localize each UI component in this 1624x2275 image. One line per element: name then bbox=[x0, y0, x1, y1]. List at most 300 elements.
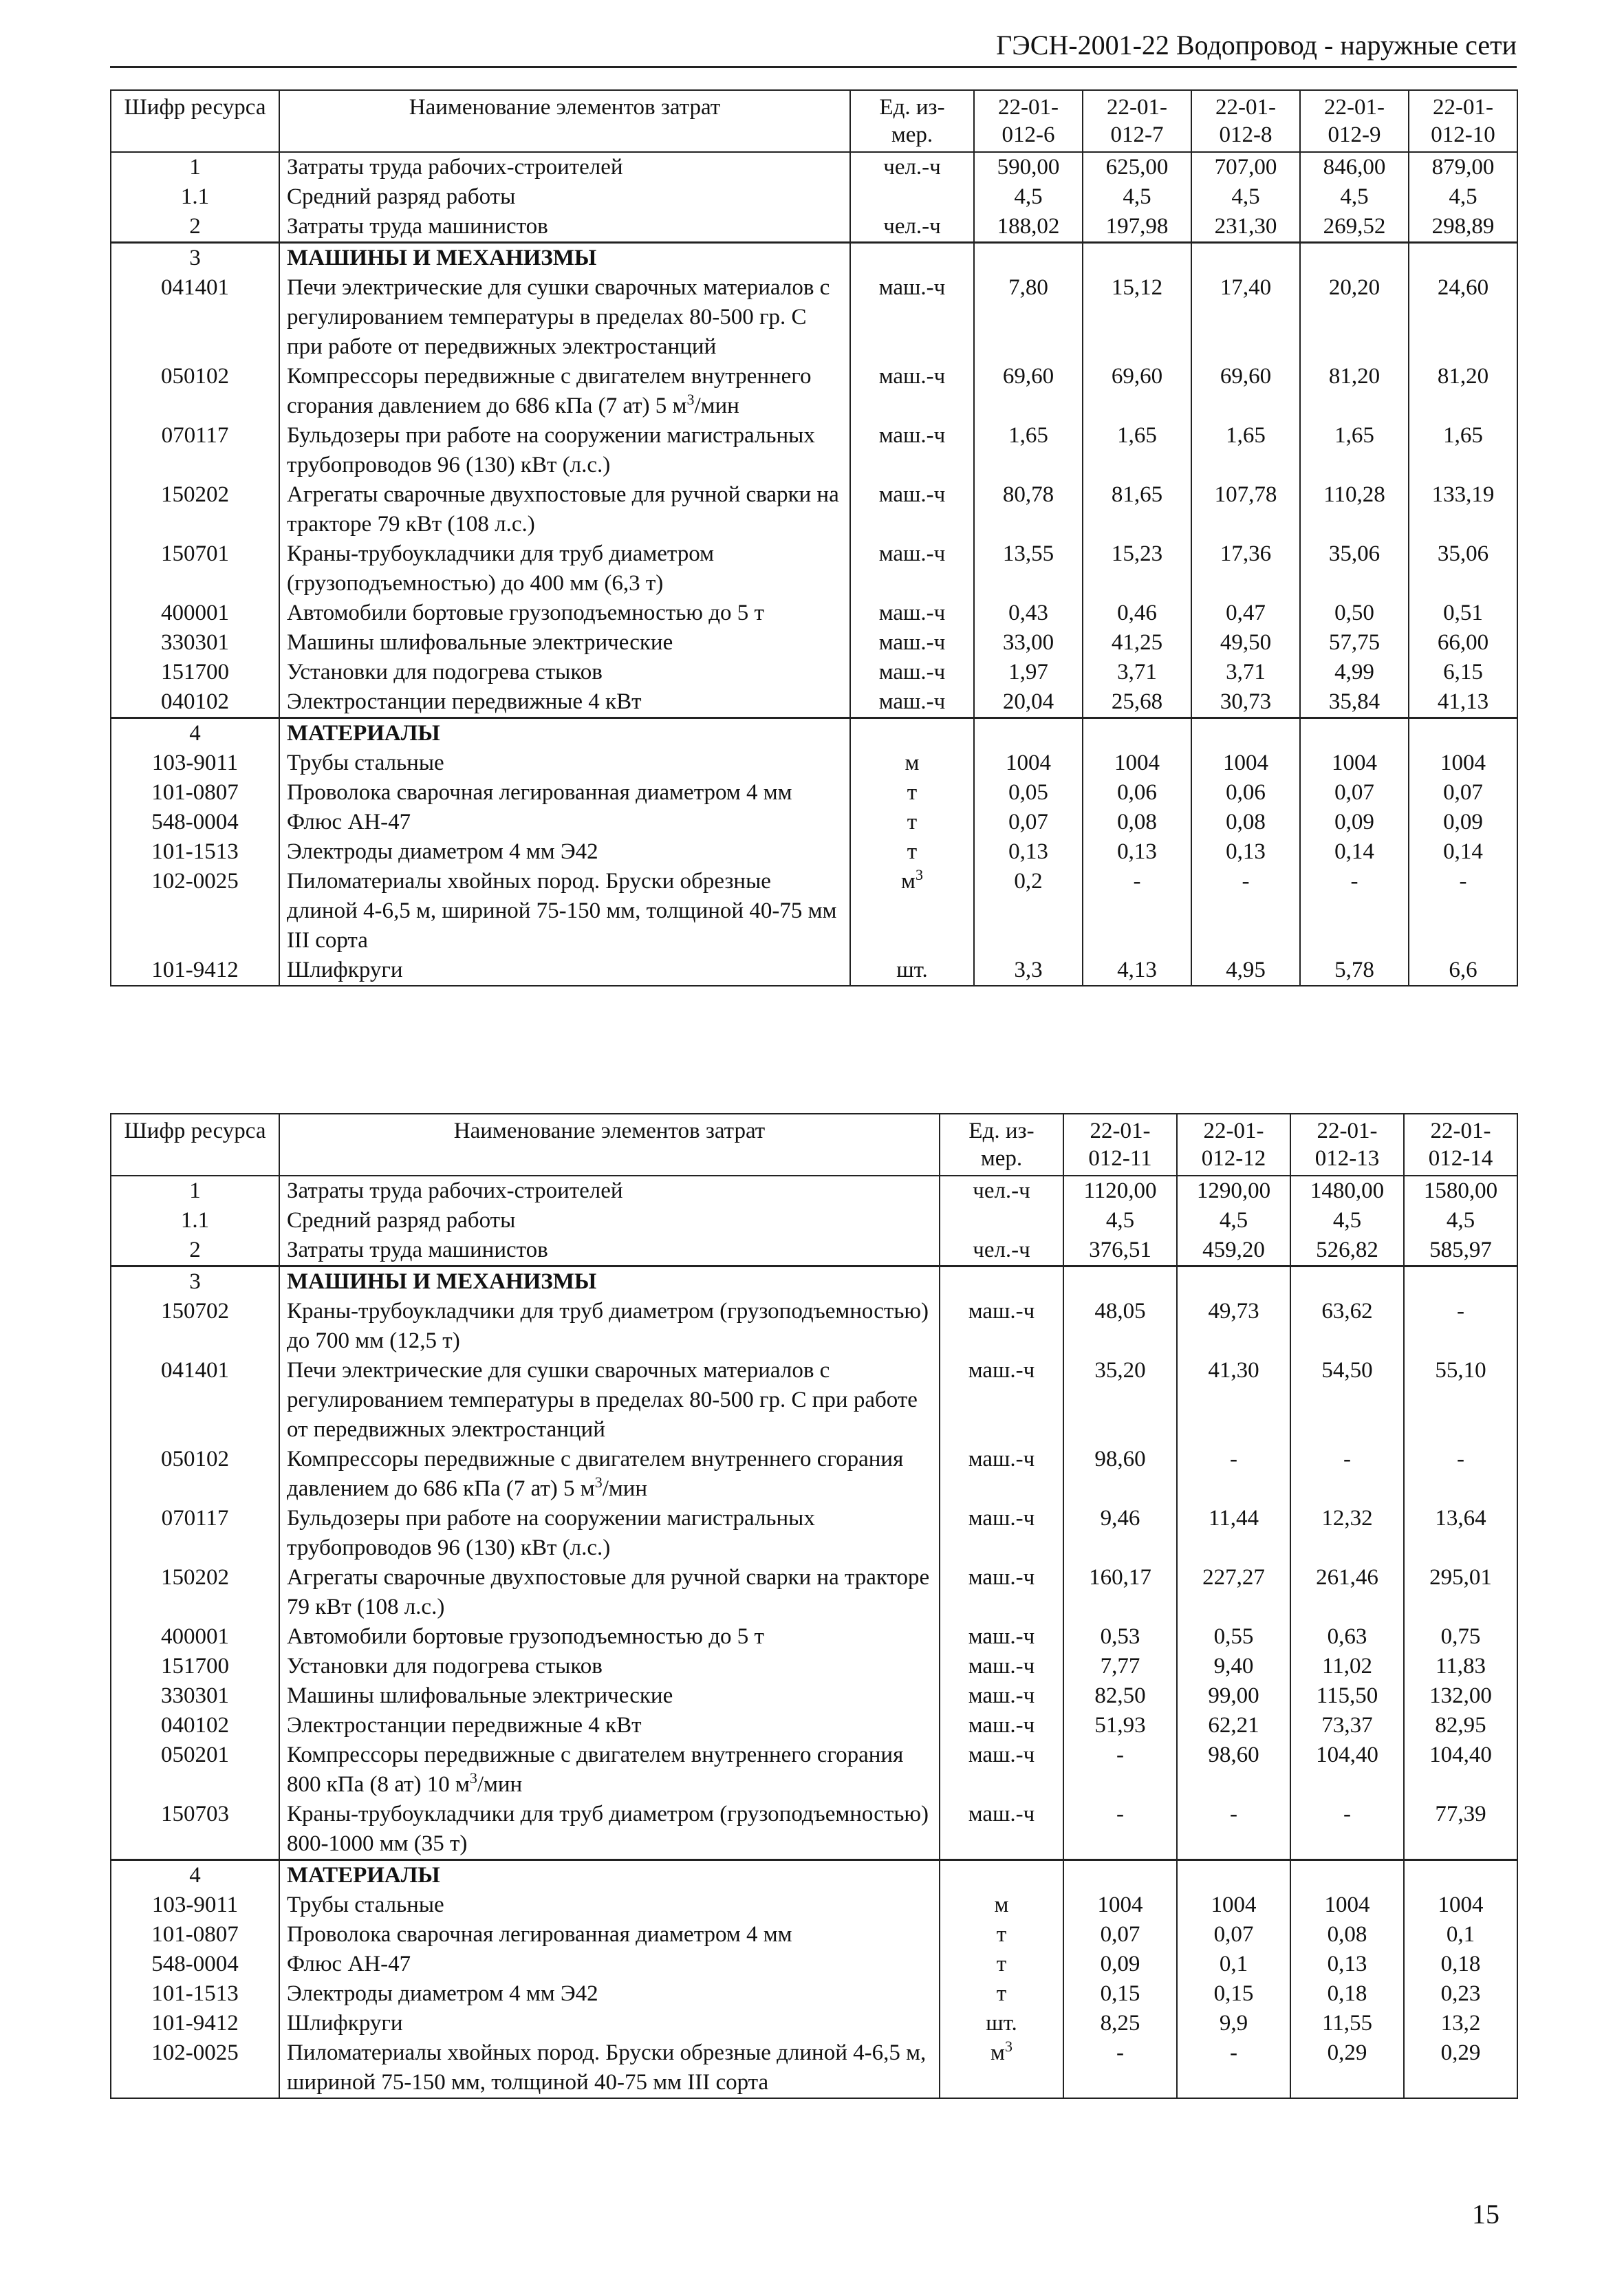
resource-code: 1.1 bbox=[111, 1206, 279, 1236]
value-cell: - bbox=[1409, 867, 1517, 956]
value-cell bbox=[1191, 243, 1300, 274]
col-header-name: Наименование элементов затрат bbox=[279, 90, 850, 152]
value-cell: 0,63 bbox=[1290, 1622, 1404, 1652]
unit-cell: маш.-ч bbox=[940, 1445, 1063, 1504]
value-cell: 24,60 bbox=[1409, 273, 1517, 362]
value-cell: 1480,00 bbox=[1290, 1176, 1404, 1206]
value-cell: 15,12 bbox=[1083, 273, 1191, 362]
cost-element-name: Электростанции передвижные 4 кВт bbox=[279, 687, 850, 718]
table-row bbox=[111, 599, 1517, 628]
value-cell: 35,20 bbox=[1063, 1356, 1177, 1445]
cost-element-name: Затраты труда машинистов bbox=[279, 212, 850, 243]
value-cell: 82,50 bbox=[1063, 1681, 1177, 1711]
value-cell: 0,55 bbox=[1177, 1622, 1290, 1652]
value-cell: 82,95 bbox=[1404, 1711, 1517, 1740]
col-header-norm: 22-01- 012-8 bbox=[1191, 90, 1300, 152]
value-cell: 1,65 bbox=[1191, 421, 1300, 480]
value-cell: 41,25 bbox=[1083, 628, 1191, 658]
resource-code: 101-1513 bbox=[111, 837, 279, 867]
value-cell: 13,64 bbox=[1404, 1504, 1517, 1563]
resource-code: 150702 bbox=[111, 1297, 279, 1356]
value-cell: 20,20 bbox=[1300, 273, 1409, 362]
value-cell: 269,52 bbox=[1300, 212, 1409, 243]
value-cell: 107,78 bbox=[1191, 480, 1300, 539]
value-cell: 0,09 bbox=[1300, 808, 1409, 837]
table-row bbox=[111, 778, 1517, 808]
table-body bbox=[111, 152, 1517, 986]
cost-element-name: Трубы стальные bbox=[279, 1890, 940, 1920]
value-cell: 13,2 bbox=[1404, 2009, 1517, 2038]
value-cell: 4,5 bbox=[1404, 1206, 1517, 1236]
unit-cell: м bbox=[940, 1890, 1063, 1920]
value-cell: 35,06 bbox=[1300, 539, 1409, 599]
cost-element-name: Печи электрические для сушки сварочных материалов с регулированием температуры в пределах 80-500 гр. С при работе от передвижных электростанций bbox=[279, 273, 850, 362]
table-row bbox=[111, 182, 1517, 212]
value-cell: - bbox=[1300, 867, 1409, 956]
table-row bbox=[111, 1800, 1517, 1860]
value-cell: 7,80 bbox=[974, 273, 1083, 362]
unit-cell: т bbox=[940, 1950, 1063, 1979]
unit-cell: маш.-ч bbox=[940, 1297, 1063, 1356]
resource-code: 3 bbox=[111, 1266, 279, 1297]
table-row bbox=[111, 658, 1517, 687]
cost-element-name: Автомобили бортовые грузоподъемностью до 5 т bbox=[279, 1622, 940, 1652]
value-cell: 9,46 bbox=[1063, 1504, 1177, 1563]
value-cell: 0,51 bbox=[1409, 599, 1517, 628]
value-cell: 0,13 bbox=[974, 837, 1083, 867]
resource-code: 103-9011 bbox=[111, 748, 279, 778]
table-row bbox=[111, 212, 1517, 243]
section-row bbox=[111, 243, 1517, 274]
table-row bbox=[111, 1740, 1517, 1800]
value-cell: 1004 bbox=[1290, 1890, 1404, 1920]
value-cell: 0,07 bbox=[1300, 778, 1409, 808]
unit-cell: чел.-ч bbox=[940, 1236, 1063, 1266]
value-cell: 3,71 bbox=[1191, 658, 1300, 687]
value-cell bbox=[1300, 718, 1409, 749]
resource-code: 4 bbox=[111, 1860, 279, 1891]
resource-code: 050102 bbox=[111, 362, 279, 421]
value-cell: 0,08 bbox=[1191, 808, 1300, 837]
value-cell: 1,65 bbox=[1409, 421, 1517, 480]
value-cell: - bbox=[1063, 1740, 1177, 1800]
resource-code: 103-9011 bbox=[111, 1890, 279, 1920]
value-cell: 846,00 bbox=[1300, 152, 1409, 182]
table-row bbox=[111, 1652, 1517, 1681]
resource-table-1 bbox=[110, 89, 1518, 986]
cost-element-name: Затраты труда рабочих-строителей bbox=[279, 1176, 940, 1206]
value-cell: 17,36 bbox=[1191, 539, 1300, 599]
value-cell: 51,93 bbox=[1063, 1711, 1177, 1740]
value-cell: 0,07 bbox=[974, 808, 1083, 837]
resource-code: 1 bbox=[111, 152, 279, 182]
resource-code: 151700 bbox=[111, 1652, 279, 1681]
value-cell: 54,50 bbox=[1290, 1356, 1404, 1445]
value-cell: 4,5 bbox=[1177, 1206, 1290, 1236]
table-row bbox=[111, 1504, 1517, 1563]
value-cell: 5,78 bbox=[1300, 956, 1409, 986]
table-row bbox=[111, 1950, 1517, 1979]
value-cell: - bbox=[1290, 1445, 1404, 1504]
value-cell: 0,09 bbox=[1063, 1950, 1177, 1979]
cost-element-name: Компрессоры передвижные с двигателем внутреннего сгорания давлением до 686 кПа (7 ат) 5 $м^3$/мин bbox=[279, 362, 850, 421]
unit-cell: т bbox=[850, 808, 974, 837]
col-header-name: Наименование элементов затрат bbox=[279, 1114, 940, 1176]
resource-code: 101-0807 bbox=[111, 1920, 279, 1950]
resource-code: 070117 bbox=[111, 1504, 279, 1563]
unit-cell: маш.-ч bbox=[940, 1711, 1063, 1740]
cost-element-name: Компрессоры передвижные с двигателем внутреннего сгорания 800 кПа (8 ат) 10 $м^3$/мин bbox=[279, 1740, 940, 1800]
value-cell: 80,78 bbox=[974, 480, 1083, 539]
value-cell: 1,65 bbox=[1083, 421, 1191, 480]
section-row bbox=[111, 1860, 1517, 1891]
cost-element-name: Проволока сварочная легированная диаметром 4 мм bbox=[279, 778, 850, 808]
value-cell: 66,00 bbox=[1409, 628, 1517, 658]
table-row bbox=[111, 152, 1517, 182]
cost-element-name: МАШИНЫ И МЕХАНИЗМЫ bbox=[279, 243, 850, 274]
resource-code: 041401 bbox=[111, 1356, 279, 1445]
value-cell: - bbox=[1177, 1445, 1290, 1504]
table-row bbox=[111, 628, 1517, 658]
cost-element-name: Агрегаты сварочные двухпостовые для ручной сварки на тракторе 79 кВт (108 л.с.) bbox=[279, 1563, 940, 1622]
cost-element-name: МАШИНЫ И МЕХАНИЗМЫ bbox=[279, 1266, 940, 1297]
value-cell: 57,75 bbox=[1300, 628, 1409, 658]
col-header-norm: 22-01- 012-11 bbox=[1063, 1114, 1177, 1176]
value-cell: 17,40 bbox=[1191, 273, 1300, 362]
value-cell: 0,13 bbox=[1083, 837, 1191, 867]
value-cell: - bbox=[1063, 1800, 1177, 1860]
value-cell: 98,60 bbox=[1063, 1445, 1177, 1504]
unit-cell bbox=[850, 182, 974, 212]
col-header-unit: Ед. из- мер. bbox=[940, 1114, 1063, 1176]
value-cell: 49,73 bbox=[1177, 1297, 1290, 1356]
resource-code: 400001 bbox=[111, 1622, 279, 1652]
value-cell bbox=[1409, 243, 1517, 274]
value-cell: 590,00 bbox=[974, 152, 1083, 182]
table-row bbox=[111, 808, 1517, 837]
value-cell: - bbox=[1290, 1800, 1404, 1860]
unit-cell: маш.-ч bbox=[850, 687, 974, 718]
value-cell: 12,32 bbox=[1290, 1504, 1404, 1563]
value-cell: 227,27 bbox=[1177, 1563, 1290, 1622]
value-cell: 99,00 bbox=[1177, 1681, 1290, 1711]
resource-code: 2 bbox=[111, 1236, 279, 1266]
value-cell: 0,29 bbox=[1404, 2038, 1517, 2098]
unit-cell: маш.-ч bbox=[940, 1681, 1063, 1711]
value-cell: 1004 bbox=[1083, 748, 1191, 778]
cost-element-name: Компрессоры передвижные с двигателем внутреннего сгорания давлением до 686 кПа (7 ат) 5 $м^3$/мин bbox=[279, 1445, 940, 1504]
value-cell: 0,13 bbox=[1290, 1950, 1404, 1979]
value-cell: 298,89 bbox=[1409, 212, 1517, 243]
value-cell: 4,5 bbox=[1191, 182, 1300, 212]
unit-cell: маш.-ч bbox=[850, 421, 974, 480]
unit-cell: м bbox=[850, 748, 974, 778]
unit-cell: маш.-ч bbox=[850, 273, 974, 362]
value-cell: 0,07 bbox=[1409, 778, 1517, 808]
resource-code: 101-0807 bbox=[111, 778, 279, 808]
value-cell: 35,06 bbox=[1409, 539, 1517, 599]
value-cell bbox=[1177, 1266, 1290, 1297]
value-cell: 0,46 bbox=[1083, 599, 1191, 628]
value-cell: 1,65 bbox=[1300, 421, 1409, 480]
value-cell: 1004 bbox=[1191, 748, 1300, 778]
value-cell: 11,83 bbox=[1404, 1652, 1517, 1681]
value-cell: 526,82 bbox=[1290, 1236, 1404, 1266]
value-cell bbox=[1063, 1860, 1177, 1891]
cost-element-name: Установки для подогрева стыков bbox=[279, 1652, 940, 1681]
value-cell: 7,77 bbox=[1063, 1652, 1177, 1681]
value-cell: 6,6 bbox=[1409, 956, 1517, 986]
value-cell: 20,04 bbox=[974, 687, 1083, 718]
value-cell: 8,25 bbox=[1063, 2009, 1177, 2038]
cost-element-name: Бульдозеры при работе на сооружении магистральных трубопроводов 96 (130) кВт (л.с.) bbox=[279, 421, 850, 480]
value-cell: 0,07 bbox=[1063, 1920, 1177, 1950]
value-cell bbox=[1290, 1266, 1404, 1297]
resource-code: 050201 bbox=[111, 1740, 279, 1800]
table-header-row bbox=[111, 90, 1517, 152]
value-cell: 295,01 bbox=[1404, 1563, 1517, 1622]
unit-cell bbox=[850, 243, 974, 274]
resource-code: 548-0004 bbox=[111, 1950, 279, 1979]
cost-element-name: Агрегаты сварочные двухпостовые для ручной сварки на тракторе 79 кВт (108 л.с.) bbox=[279, 480, 850, 539]
value-cell: 1004 bbox=[1409, 748, 1517, 778]
value-cell: 48,05 bbox=[1063, 1297, 1177, 1356]
resource-code: 150202 bbox=[111, 480, 279, 539]
unit-cell: т bbox=[850, 778, 974, 808]
cost-element-name: Автомобили бортовые грузоподъемностью до 5 т bbox=[279, 599, 850, 628]
value-cell: 49,50 bbox=[1191, 628, 1300, 658]
value-cell: - bbox=[1404, 1445, 1517, 1504]
cost-element-name: Затраты труда рабочих-строителей bbox=[279, 152, 850, 182]
unit-cell bbox=[850, 718, 974, 749]
unit-cell: маш.-ч bbox=[940, 1356, 1063, 1445]
table-row bbox=[111, 1236, 1517, 1266]
value-cell: 0,14 bbox=[1409, 837, 1517, 867]
value-cell: 132,00 bbox=[1404, 1681, 1517, 1711]
cost-element-name: Затраты труда машинистов bbox=[279, 1236, 940, 1266]
col-header-norm: 22-01- 012-6 bbox=[974, 90, 1083, 152]
value-cell: 4,5 bbox=[1063, 1206, 1177, 1236]
value-cell: 625,00 bbox=[1083, 152, 1191, 182]
value-cell bbox=[1409, 718, 1517, 749]
cost-element-name: Проволока сварочная легированная диаметром 4 мм bbox=[279, 1920, 940, 1950]
col-header-norm: 22-01- 012-14 bbox=[1404, 1114, 1517, 1176]
value-cell: 30,73 bbox=[1191, 687, 1300, 718]
value-cell: 1580,00 bbox=[1404, 1176, 1517, 1206]
value-cell: 0,05 bbox=[974, 778, 1083, 808]
resource-code: 3 bbox=[111, 243, 279, 274]
value-cell bbox=[1177, 1860, 1290, 1891]
resource-code: 101-9412 bbox=[111, 956, 279, 986]
col-header-unit: Ед. из- мер. bbox=[850, 90, 974, 152]
value-cell: 81,20 bbox=[1300, 362, 1409, 421]
value-cell: 459,20 bbox=[1177, 1236, 1290, 1266]
unit-cell: шт. bbox=[940, 2009, 1063, 2038]
value-cell: 0,07 bbox=[1177, 1920, 1290, 1950]
value-cell: 1004 bbox=[1300, 748, 1409, 778]
value-cell: 0,29 bbox=[1290, 2038, 1404, 2098]
value-cell: 69,60 bbox=[1191, 362, 1300, 421]
table-row bbox=[111, 1890, 1517, 1920]
table-row bbox=[111, 273, 1517, 362]
unit-cell: чел.-ч bbox=[850, 152, 974, 182]
unit-cell: $м^3$ bbox=[850, 867, 974, 956]
value-cell: 0,1 bbox=[1177, 1950, 1290, 1979]
resource-code: 151700 bbox=[111, 658, 279, 687]
resource-code: 050102 bbox=[111, 1445, 279, 1504]
cost-element-name: Бульдозеры при работе на сооружении магистральных трубопроводов 96 (130) кВт (л.с.) bbox=[279, 1504, 940, 1563]
table-row bbox=[111, 1979, 1517, 2009]
value-cell: 104,40 bbox=[1404, 1740, 1517, 1800]
value-cell: 1004 bbox=[1404, 1890, 1517, 1920]
table-row bbox=[111, 1622, 1517, 1652]
value-cell: 115,50 bbox=[1290, 1681, 1404, 1711]
table-row bbox=[111, 1920, 1517, 1950]
value-cell: 0,15 bbox=[1063, 1979, 1177, 2009]
table-row bbox=[111, 837, 1517, 867]
resource-code: 548-0004 bbox=[111, 808, 279, 837]
col-header-norm: 22-01- 012-9 bbox=[1300, 90, 1409, 152]
unit-cell: маш.-ч bbox=[850, 628, 974, 658]
value-cell: 69,60 bbox=[1083, 362, 1191, 421]
cost-element-name: Краны-трубоукладчики для труб диаметром (грузоподъемностью) до 700 мм (12,5 т) bbox=[279, 1297, 940, 1356]
value-cell bbox=[1083, 243, 1191, 274]
cost-element-name: Машины шлифовальные электрические bbox=[279, 1681, 940, 1711]
value-cell bbox=[1063, 1266, 1177, 1297]
resource-code: 150202 bbox=[111, 1563, 279, 1622]
value-cell: 69,60 bbox=[974, 362, 1083, 421]
value-cell: 1004 bbox=[1177, 1890, 1290, 1920]
value-cell: 4,5 bbox=[1290, 1206, 1404, 1236]
value-cell: 4,13 bbox=[1083, 956, 1191, 986]
value-cell: 3,3 bbox=[974, 956, 1083, 986]
value-cell: 15,23 bbox=[1083, 539, 1191, 599]
value-cell: 1,97 bbox=[974, 658, 1083, 687]
value-cell: 33,00 bbox=[974, 628, 1083, 658]
table-row bbox=[111, 2009, 1517, 2038]
value-cell: 0,08 bbox=[1290, 1920, 1404, 1950]
col-header-norm: 22-01- 012-13 bbox=[1290, 1114, 1404, 1176]
table-row bbox=[111, 1176, 1517, 1206]
value-cell: 13,55 bbox=[974, 539, 1083, 599]
cost-element-name: Средний разряд работы bbox=[279, 182, 850, 212]
resource-code: 102-0025 bbox=[111, 2038, 279, 2098]
cost-element-name: Машины шлифовальные электрические bbox=[279, 628, 850, 658]
cost-element-name: Печи электрические для сушки сварочных материалов с регулированием температуры в пределах 80-500 гр. С при работе от передвижных электростанций bbox=[279, 1356, 940, 1445]
cost-element-name: Шлифкруги bbox=[279, 956, 850, 986]
cost-element-name: Электроды диаметром 4 мм Э42 bbox=[279, 837, 850, 867]
value-cell: 73,37 bbox=[1290, 1711, 1404, 1740]
value-cell: 9,9 bbox=[1177, 2009, 1290, 2038]
value-cell: 81,20 bbox=[1409, 362, 1517, 421]
cost-element-name: Флюс АН-47 bbox=[279, 808, 850, 837]
resource-code: 400001 bbox=[111, 599, 279, 628]
value-cell: 1,65 bbox=[974, 421, 1083, 480]
value-cell: 11,02 bbox=[1290, 1652, 1404, 1681]
table-row bbox=[111, 421, 1517, 480]
value-cell: 6,15 bbox=[1409, 658, 1517, 687]
value-cell: 9,40 bbox=[1177, 1652, 1290, 1681]
resource-code: 041401 bbox=[111, 273, 279, 362]
table-row bbox=[111, 539, 1517, 599]
cost-element-name: Краны-трубоукладчики для труб диаметром (грузоподъемностью) 800-1000 мм (35 т) bbox=[279, 1800, 940, 1860]
resource-code: 330301 bbox=[111, 1681, 279, 1711]
value-cell bbox=[1300, 243, 1409, 274]
value-cell: 1290,00 bbox=[1177, 1176, 1290, 1206]
unit-cell: т bbox=[940, 1979, 1063, 2009]
table-row bbox=[111, 480, 1517, 539]
unit-cell: чел.-ч bbox=[940, 1176, 1063, 1206]
value-cell: 0,09 bbox=[1409, 808, 1517, 837]
value-cell: 4,5 bbox=[1083, 182, 1191, 212]
cost-element-name: Средний разряд работы bbox=[279, 1206, 940, 1236]
value-cell: - bbox=[1404, 1297, 1517, 1356]
value-cell: 0,75 bbox=[1404, 1622, 1517, 1652]
resource-code: 4 bbox=[111, 718, 279, 749]
cost-element-name: Пиломатериалы хвойных пород. Бруски обрезные длиной 4-6,5 м, шириной 75-150 мм, толщиной 40-75 мм III сорта bbox=[279, 2038, 940, 2098]
unit-cell: маш.-ч bbox=[940, 1652, 1063, 1681]
value-cell: 160,17 bbox=[1063, 1563, 1177, 1622]
unit-cell: т bbox=[940, 1920, 1063, 1950]
value-cell: 98,60 bbox=[1177, 1740, 1290, 1800]
value-cell: 0,43 bbox=[974, 599, 1083, 628]
col-header-norm: 22-01- 012-7 bbox=[1083, 90, 1191, 152]
value-cell bbox=[1404, 1860, 1517, 1891]
resource-code: 070117 bbox=[111, 421, 279, 480]
value-cell: 0,13 bbox=[1191, 837, 1300, 867]
resource-code: 330301 bbox=[111, 628, 279, 658]
cost-element-name: Электроды диаметром 4 мм Э42 bbox=[279, 1979, 940, 2009]
unit-cell: т bbox=[850, 837, 974, 867]
unit-cell: маш.-ч bbox=[940, 1563, 1063, 1622]
value-cell: 0,18 bbox=[1290, 1979, 1404, 2009]
resource-code: 150703 bbox=[111, 1800, 279, 1860]
table-row bbox=[111, 748, 1517, 778]
value-cell: - bbox=[1063, 2038, 1177, 2098]
cost-element-name: Краны-трубоукладчики для труб диаметром (грузоподъемностью) до 400 мм (6,3 т) bbox=[279, 539, 850, 599]
resource-table-2 bbox=[110, 1113, 1518, 2099]
value-cell: 1004 bbox=[974, 748, 1083, 778]
page-number: 15 bbox=[1472, 2199, 1500, 2230]
value-cell: 0,2 bbox=[974, 867, 1083, 956]
value-cell: 0,15 bbox=[1177, 1979, 1290, 2009]
value-cell bbox=[1083, 718, 1191, 749]
value-cell: 0,06 bbox=[1191, 778, 1300, 808]
table-row bbox=[111, 1681, 1517, 1711]
value-cell: - bbox=[1177, 2038, 1290, 2098]
value-cell bbox=[974, 243, 1083, 274]
value-cell: 376,51 bbox=[1063, 1236, 1177, 1266]
value-cell: 0,06 bbox=[1083, 778, 1191, 808]
unit-cell: чел.-ч bbox=[850, 212, 974, 243]
table-row bbox=[111, 1711, 1517, 1740]
value-cell: 4,95 bbox=[1191, 956, 1300, 986]
table-row bbox=[111, 1563, 1517, 1622]
resource-code: 101-9412 bbox=[111, 2009, 279, 2038]
cost-element-name: Установки для подогрева стыков bbox=[279, 658, 850, 687]
value-cell: 11,44 bbox=[1177, 1504, 1290, 1563]
table-row bbox=[111, 1297, 1517, 1356]
col-header-code: Шифр ресурса bbox=[111, 1114, 279, 1176]
value-cell: 879,00 bbox=[1409, 152, 1517, 182]
resource-code: 102-0025 bbox=[111, 867, 279, 956]
value-cell: 0,23 bbox=[1404, 1979, 1517, 2009]
value-cell: 0,53 bbox=[1063, 1622, 1177, 1652]
cost-element-name: Трубы стальные bbox=[279, 748, 850, 778]
value-cell: 188,02 bbox=[974, 212, 1083, 243]
value-cell: 0,08 bbox=[1083, 808, 1191, 837]
table-row bbox=[111, 956, 1517, 986]
